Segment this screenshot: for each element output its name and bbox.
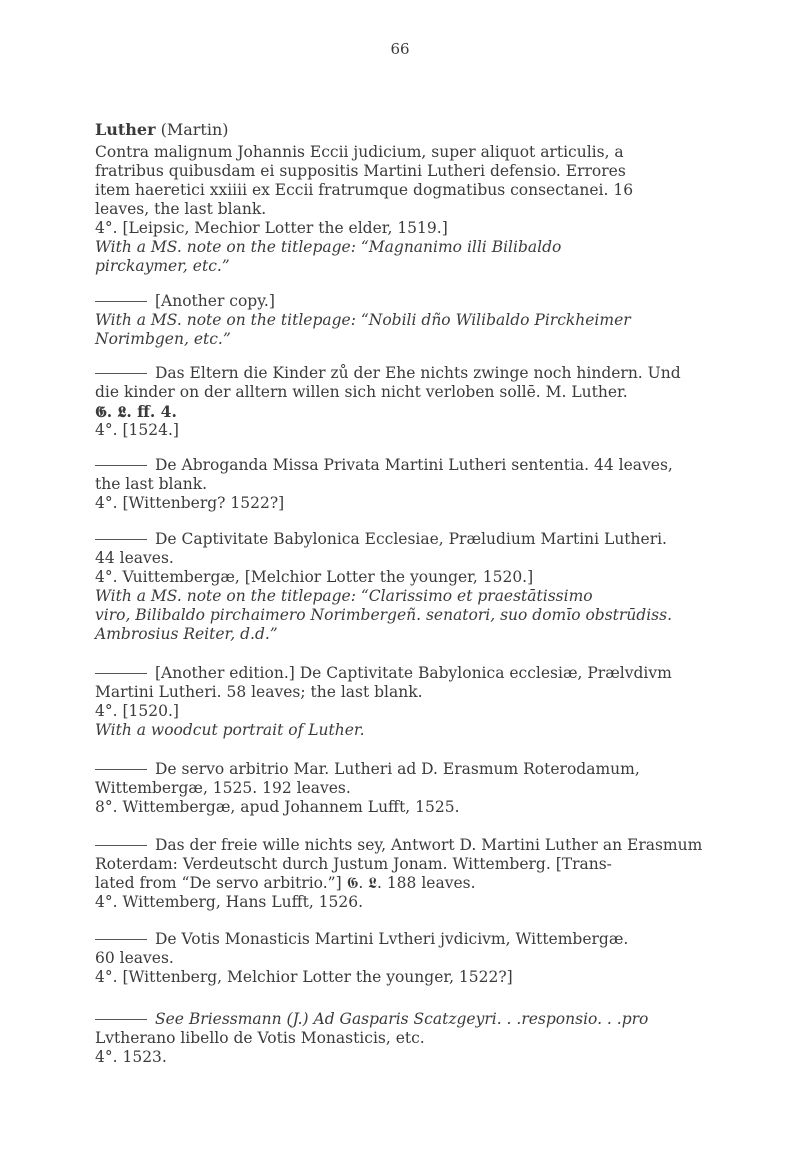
note-line: With a MS. note on the titlepage: “Magnanimo illi Bilibaldo — [95, 238, 562, 256]
ditto-dash — [95, 769, 147, 770]
imprint-line: 4°. Wittemberg, Hans Lufft, 1526. — [95, 893, 364, 911]
ditto-dash — [95, 465, 147, 466]
imprint-line: 4°. [Wittenberg? 1522?] — [95, 494, 285, 512]
entry-line: [Another copy.] — [155, 292, 275, 310]
entry-line: the last blank. — [95, 475, 208, 493]
imprint-line: 4°. 1523. — [95, 1048, 167, 1066]
ditto-dash — [95, 939, 147, 940]
imprint-line: 4°. [Wittenberg, Melchior Lotter the younger, 1522?] — [95, 968, 513, 986]
entry-line: leaves, the last blank. — [95, 200, 267, 218]
collation-line: 𝕲. 𝕷. ff. 4. — [95, 402, 177, 421]
entry-line: Das Eltern die Kinder zů der Ehe nichts zwinge noch hindern. Und — [155, 364, 681, 382]
entry-line: item haeretici xxiiii ex Eccii fratrumque dogmatibus consectanei. 16 — [95, 181, 634, 199]
catalogue-entry — [95, 760, 745, 817]
entry-line: lated from “De servo arbitrio.”] 𝕲. 𝕷. 188 leaves. — [95, 874, 476, 892]
ditto-dash — [95, 673, 147, 674]
catalogue-entry — [95, 1010, 745, 1067]
entry-line: Roterdam: Verdeutscht durch Justum Jonam. Wittemberg. [Trans- — [95, 855, 612, 873]
author-surname: Luther — [95, 120, 156, 139]
imprint-line: 8°. Wittembergæ, apud Johannem Lufft, 1525. — [95, 798, 460, 816]
entry-line: [Another edition.] De Captivitate Babylonica ecclesiæ, Prælvdivm — [155, 664, 672, 682]
page-number: 66 — [390, 40, 410, 58]
catalogue-entry — [95, 292, 745, 349]
catalogue-entry — [95, 143, 745, 276]
entry-line: die kinder on der alltern willen sich nicht verloben sollē. M. Luther. — [95, 383, 628, 401]
note-line: Ambrosius Reiter, d.d.” — [95, 625, 278, 643]
entry-line: De Votis Monasticis Martini Lvtheri jvdicivm, Wittembergæ. — [155, 930, 629, 948]
note-line: Norimbgen, etc.” — [95, 330, 231, 348]
catalogue-entry — [95, 664, 745, 740]
imprint-line: 4°. [1524.] — [95, 421, 179, 439]
entry-line: De Captivitate Babylonica Ecclesiae, Præludium Martini Lutheri. — [155, 530, 667, 548]
entry-line: Contra malignum Johannis Eccii judicium, super aliquot articulis, a — [95, 143, 624, 161]
catalogue-entry — [95, 930, 745, 987]
catalogue-entry — [95, 530, 745, 644]
note-line: With a MS. note on the titlepage: “Clarissimo et praestātissimo — [95, 587, 593, 605]
entry-line: Martini Lutheri. 58 leaves; the last blank. — [95, 683, 423, 701]
ditto-dash — [95, 373, 147, 374]
entry-line: De servo arbitrio Mar. Lutheri ad D. Erasmum Roterodamum, — [155, 760, 640, 778]
note-line: With a woodcut portrait of Luther. — [95, 721, 365, 739]
imprint-line: 4°. Vuittembergæ, [Melchior Lotter the younger, 1520.] — [95, 568, 534, 586]
entry-line: Das der freie wille nichts sey, Antwort D. Martini Luther an Erasmum — [155, 836, 703, 854]
imprint-line: 4°. [1520.] — [95, 702, 179, 720]
catalogue-entry — [95, 364, 745, 440]
catalogue-entry — [95, 836, 745, 912]
cross-reference-line: See Briessmann (J.) Ad Gasparis Scatzgeyri. . .responsio. . .pro — [155, 1010, 649, 1028]
note-line: With a MS. note on the titlepage: “Nobili dño Wilibaldo Pirckheimer — [95, 311, 631, 329]
entry-line: De Abroganda Missa Privata Martini Lutheri sententia. 44 leaves, — [155, 456, 673, 474]
entry-line: 44 leaves. — [95, 549, 174, 567]
note-line: viro, Bilibaldo pirchaimero Norimbergeñ. senatori, suo domīo obstrūdiss. — [95, 606, 672, 624]
imprint-line: 4°. [Leipsic, Mechior Lotter the elder, 1519.] — [95, 219, 448, 237]
ditto-dash — [95, 539, 147, 540]
author-heading — [95, 120, 229, 139]
ditto-dash — [95, 845, 147, 846]
note-line: pirckaymer, etc.” — [95, 257, 230, 275]
entry-line: 60 leaves. — [95, 949, 174, 967]
catalogue-entry — [95, 456, 745, 513]
entry-line: fratribus quibusdam ei suppositis Martini Lutheri defensio. Errores — [95, 162, 626, 180]
ditto-dash — [95, 301, 147, 302]
entry-line: Lvtherano libello de Votis Monasticis, etc. — [95, 1029, 425, 1047]
ditto-dash — [95, 1019, 147, 1020]
author-forename: (Martin) — [160, 120, 229, 139]
entry-line: Wittembergæ, 1525. 192 leaves. — [95, 779, 351, 797]
